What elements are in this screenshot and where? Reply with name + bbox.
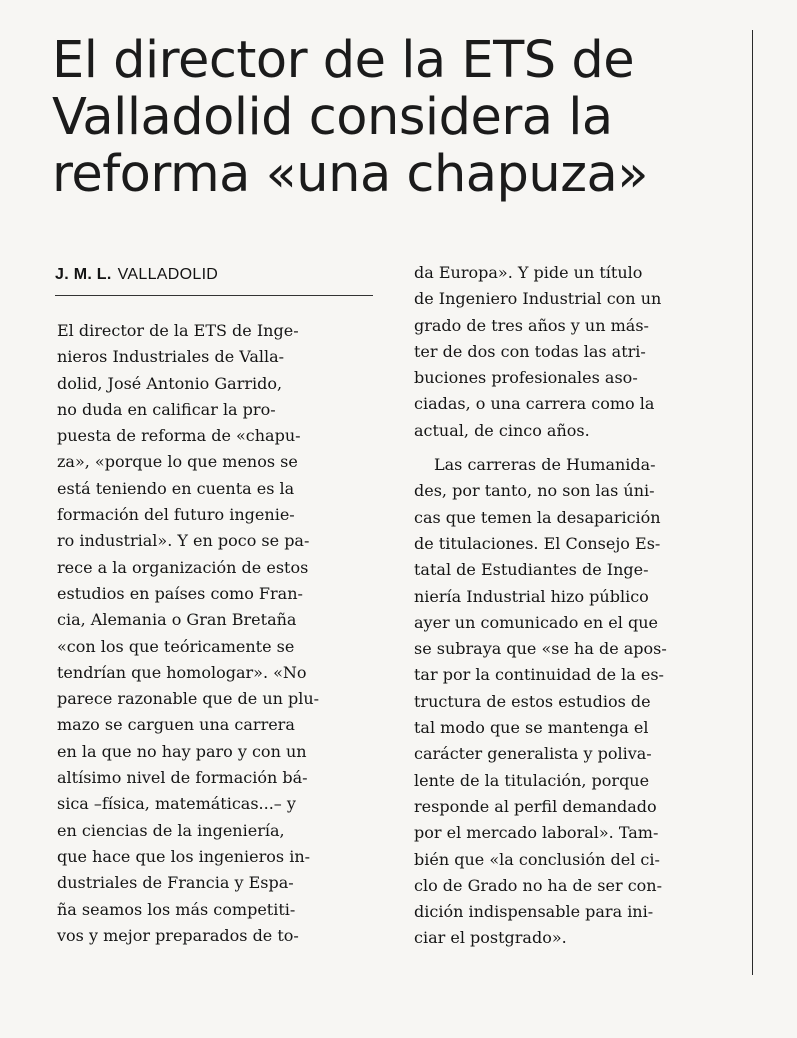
text-line: El director de la ETS de Inge-	[57, 321, 299, 340]
text-line: lente de la titulación, porque	[414, 770, 650, 790]
headline-line: El director de la ETS de	[52, 31, 635, 90]
text-line: vos y mejor preparados de to-	[57, 925, 299, 945]
text-line: «con los que teóricamente se	[57, 636, 295, 656]
text-line: en ciencias de la ingeniería,	[57, 820, 285, 840]
article-column-1	[57, 318, 382, 949]
text-line: ciadas, o una carrera como la	[414, 394, 655, 414]
column-border	[752, 30, 753, 975]
text-line: dición indispensable para ini-	[414, 902, 654, 922]
text-line: des, por tanto, no son las úni-	[414, 481, 655, 501]
text-line: ña seamos los más competiti-	[57, 899, 296, 919]
text-line: cas que temen la desaparición	[414, 507, 661, 527]
text-line: ter de dos con todas las atri-	[414, 341, 646, 361]
byline	[55, 266, 218, 284]
text-line: buciones profesionales aso-	[414, 368, 638, 388]
text-line: ciar el postgrado».	[414, 928, 567, 948]
text-line: ro industrial». Y en poco se pa-	[57, 531, 310, 551]
byline-divider	[55, 295, 373, 296]
text-line: dolid, José Antonio Garrido,	[57, 373, 283, 393]
text-line: actual, de cinco años.	[414, 420, 590, 440]
headline-line: Valladolid considera la	[52, 88, 613, 147]
text-line: se subraya que «se ha de apos-	[414, 639, 667, 659]
text-line: grado de tres años y un más-	[414, 315, 649, 335]
text-line: puesta de reforma de «chapu-	[57, 426, 301, 446]
byline-location: VALLADOLID	[117, 266, 219, 283]
text-line: ayer un comunicado en el que	[414, 612, 658, 632]
text-line: altísimo nivel de formación bá-	[57, 768, 308, 788]
text-line: está teniendo en cuenta es la	[57, 478, 295, 498]
paragraph-break	[414, 444, 744, 452]
text-line: estudios en países como Fran-	[57, 583, 303, 603]
text-line: en la que no hay paro y con un	[57, 741, 307, 761]
headline	[52, 32, 742, 203]
text-line: mazo se carguen una carrera	[57, 715, 295, 735]
byline-author: J. M. L.	[55, 266, 112, 283]
text-line: niería Industrial hizo público	[414, 586, 649, 606]
text-line: za», «porque lo que menos se	[57, 452, 298, 472]
text-line: nieros Industriales de Valla-	[57, 347, 285, 367]
text-line: responde al perfil demandado	[414, 796, 657, 816]
text-line: tructura de estos estudios de	[414, 691, 651, 711]
text-line: formación del futuro ingenie-	[57, 505, 295, 525]
article-column-2	[414, 260, 744, 952]
text-line: de Ingeniero Industrial con un	[414, 289, 662, 309]
text-line: sica –física, matemáticas...– y	[57, 794, 296, 814]
text-line: que hace que los ingenieros in-	[57, 846, 311, 866]
text-line: rece a la organización de estos	[57, 557, 309, 577]
headline-line: reforma «una chapuza»	[52, 145, 648, 204]
text-line: tar por la continuidad de la es-	[414, 665, 664, 685]
text-line: carácter generalista y poliva-	[414, 744, 652, 764]
text-line: da Europa». Y pide un título	[414, 263, 643, 282]
text-line: cia, Alemania o Gran Bretaña	[57, 610, 297, 630]
text-line: por el mercado laboral». Tam-	[414, 823, 659, 843]
text-line: de titulaciones. El Consejo Es-	[414, 533, 661, 553]
text-line: tendrían que homologar». «No	[57, 662, 307, 682]
text-line: no duda en calificar la pro-	[57, 399, 276, 419]
text-line: clo de Grado no ha de ser con-	[414, 875, 662, 895]
text-line: dustriales de Francia y Espa-	[57, 873, 294, 893]
text-line: bién que «la conclusión del ci-	[414, 849, 660, 869]
text-line: tatal de Estudiantes de Inge-	[414, 560, 649, 580]
text-line: parece razonable que de un plu-	[57, 689, 320, 709]
text-line: tal modo que se mantenga el	[414, 718, 649, 738]
text-line: Las carreras de Humanida-	[434, 455, 656, 475]
